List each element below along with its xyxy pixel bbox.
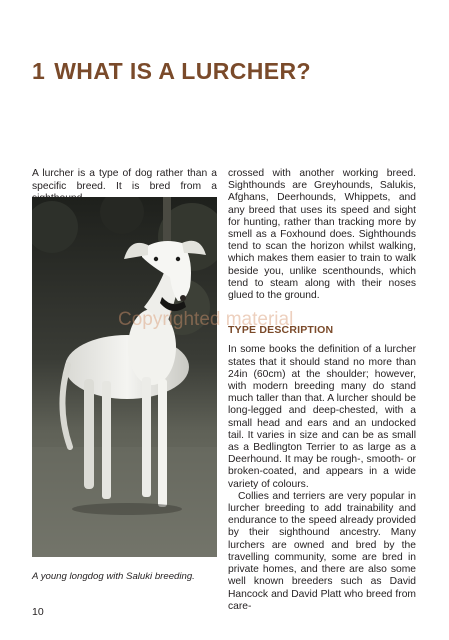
chapter-number: 1 [32,58,46,84]
page-number: 10 [32,606,44,618]
dog-photo [32,197,217,557]
section-heading: TYPE DESCRIPTION [228,324,334,337]
right-intro-paragraph: crossed with another working breed. Sighthounds are Greyhounds, Salukis, Afghans, Deerhounds, Whippets, and any breed that uses its speed and sight for hunting, rather than tracking more by smell as a Foxhound does. Sighthounds tend to scan the horizon whilst walking, which makes them easier to train to walk beside you, unlike scenthounds, which tend to steam along with their noses glued to the ground. [228,168,416,302]
photo-caption: A young longdog with Saluki breeding. [32,571,195,582]
right-column [228,168,416,613]
intro-paragraph: A lurcher is a type of dog rather than a specific breed. It is bred from a [32,168,217,192]
chapter-title-text: WHAT IS A LURCHER? [54,58,311,84]
type-description-paragraph-2: Collies and terriers are very popular in lurcher breeding to add trainability and endurance to the speed already provided by their sighthound ancestry. Many lurchers are owned and bred by the travelling community, some are bred in private homes, and there are also some well known breeders such as David Hancock and David Platt who breed from care- [228,490,416,612]
longdog-illustration [32,197,217,557]
copyright-watermark: Copyrighted material [118,309,294,330]
type-description-paragraph-1: In some books the definition of a lurcher states that it should stand no more than 24in (60cm) at the shoulder; however, with modern breeding many do stand much taller than that. A lurcher should be long-legged and deep-chested, with a small head and ears and an undocked tail. It varies in size and can be as small as a Bedlington Terrier to as large as a Deerhound. It may be rough-, smooth- or broken-coated, and appears in a wide variety of colours. [228,344,416,490]
chapter-title [32,58,311,85]
